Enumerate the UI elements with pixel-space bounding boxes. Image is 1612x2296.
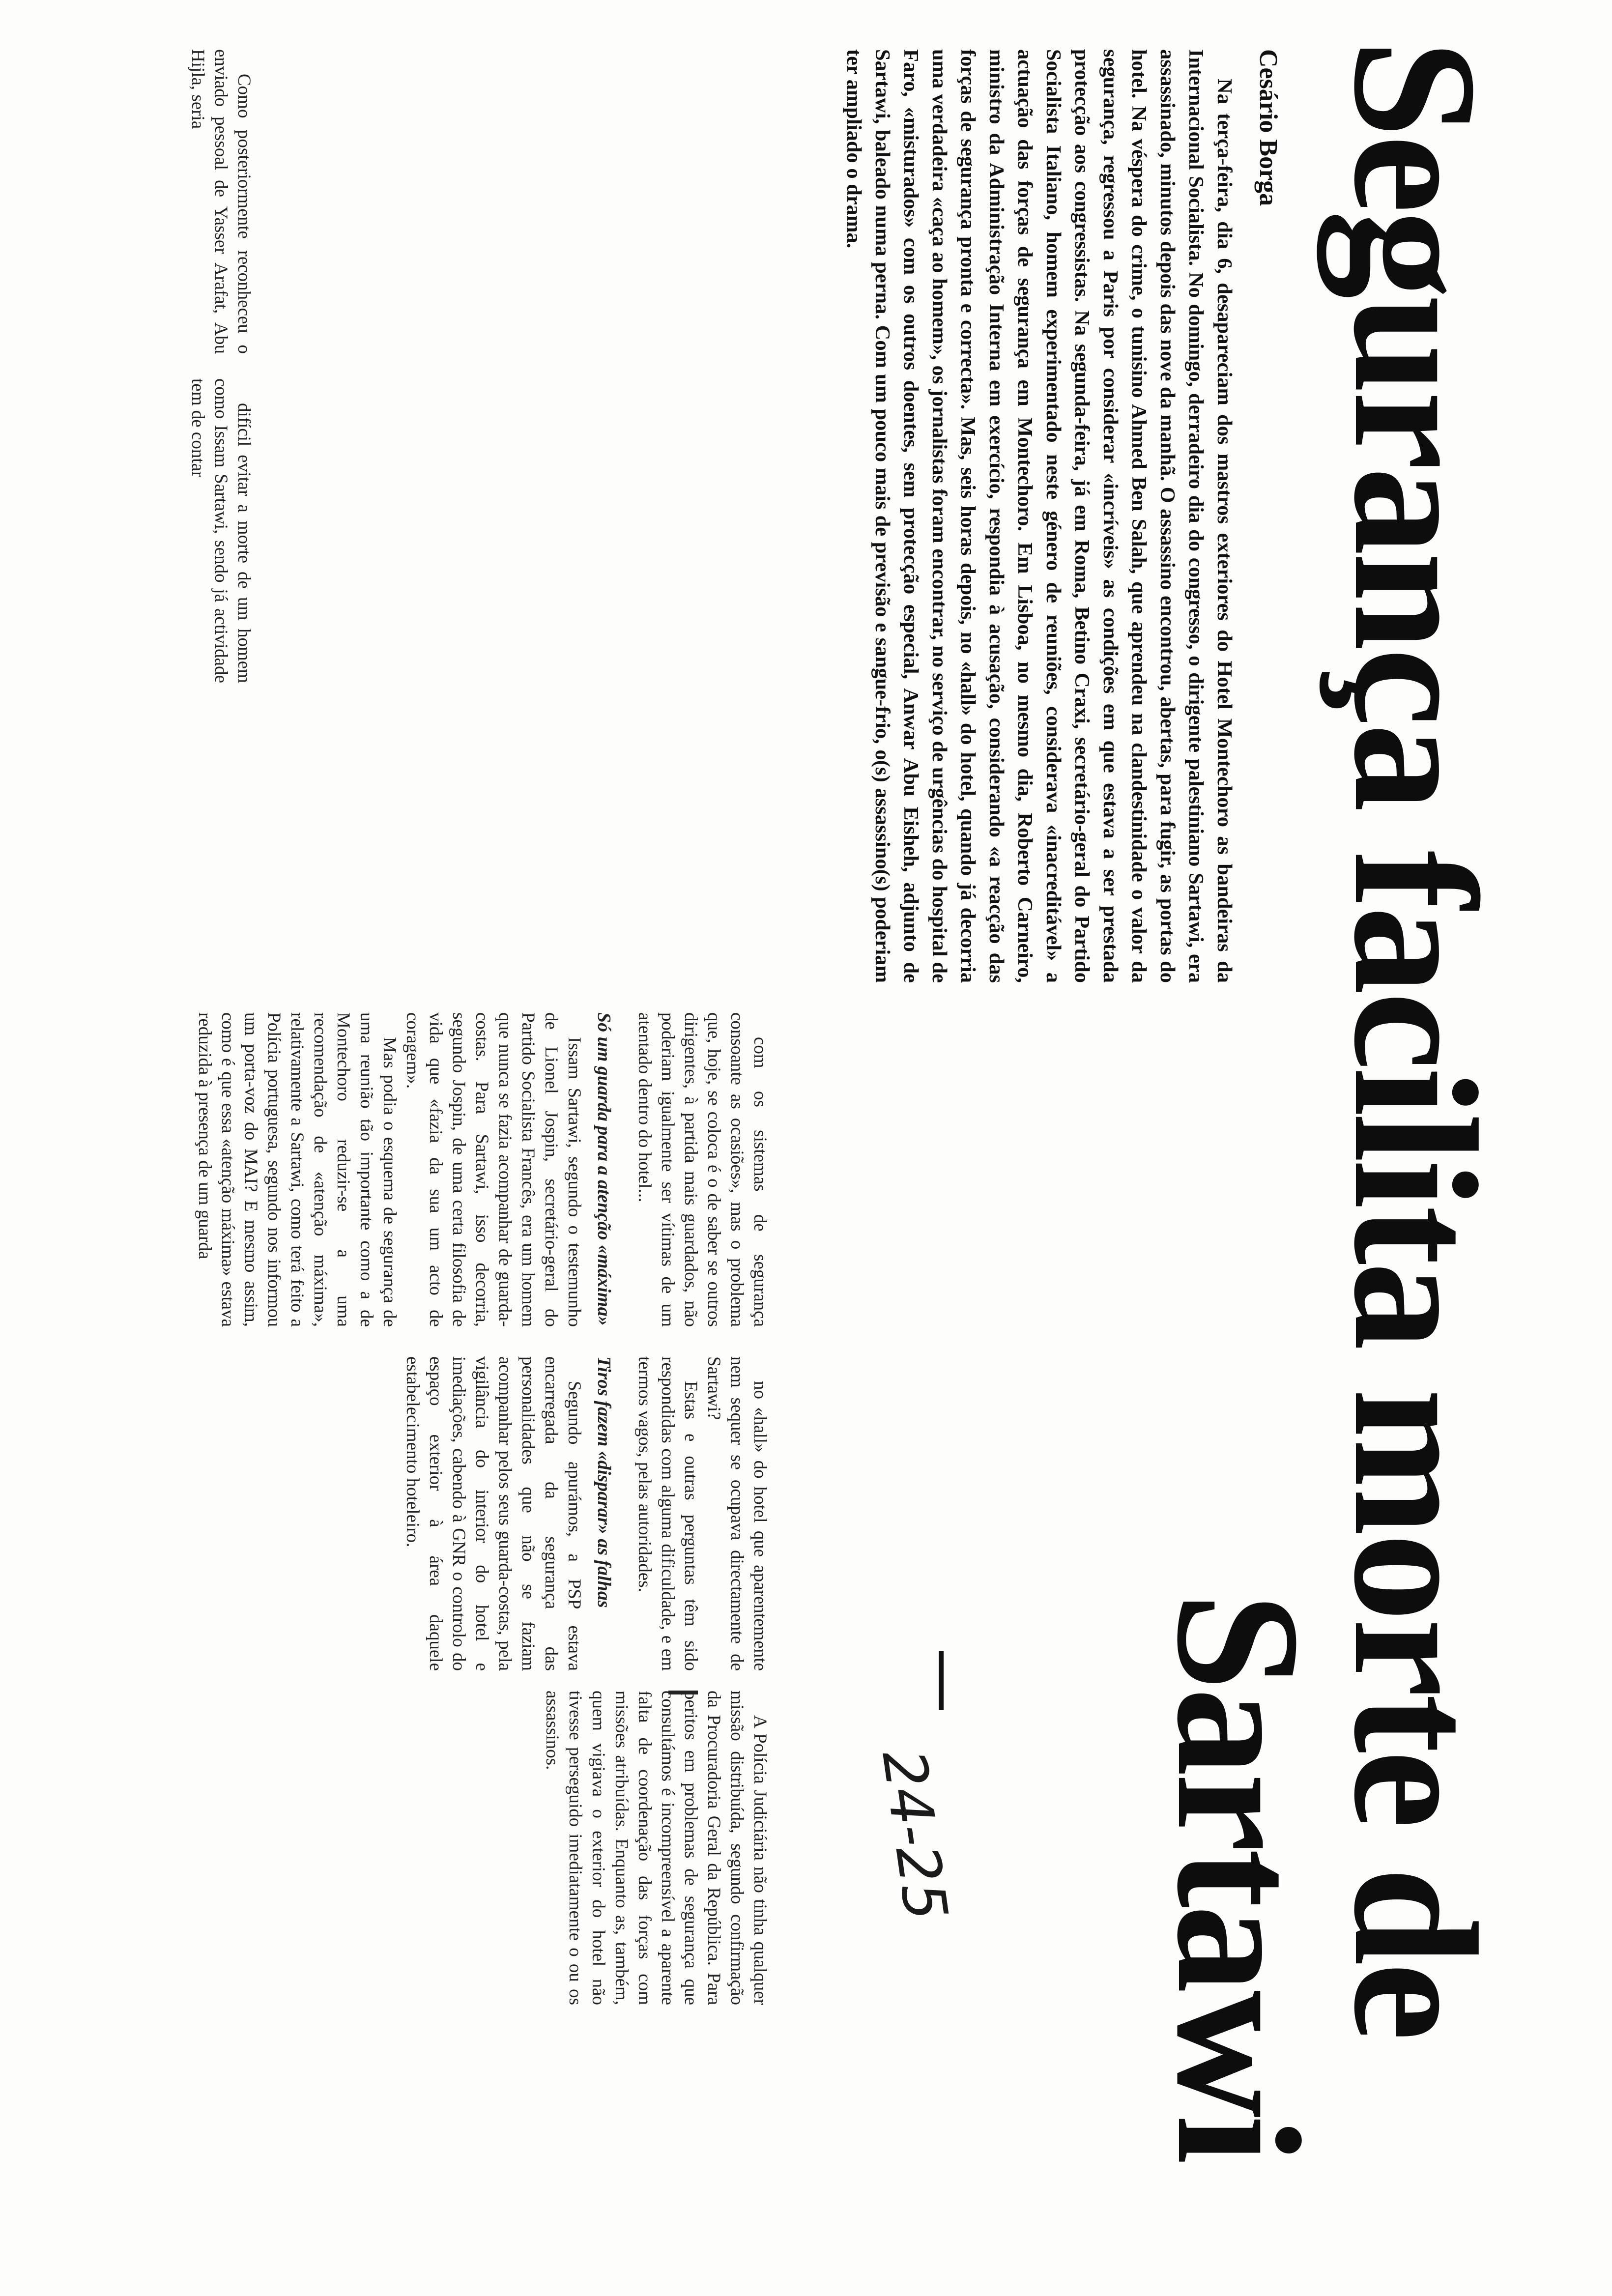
headline-name: Sartawi: [1141, 1592, 1337, 2161]
headline: Segurança facilita morte de: [1318, 39, 1514, 2038]
column-text: Como posteriormente reconheceu o enviado pessoal de Yasser Arafat, Abu Hijla, seria: [188, 49, 254, 354]
column-text: Mas podia o esquema de segurança de uma reunião tão importante como a de Montechoro reduzir-se a uma recomendação de «atenção máxima», relativamente a Sartawi, como terá feito a Polícia portuguesa, segundo nos informou um porta-voz do MAI? E mesmo assim, como é que essa «atenção máxima» estava reduzida à presença de um guarda: [195, 1012, 400, 1327]
column-2: [186, 378, 256, 683]
lead-text: Na terça-feira, dia 6, desapareciam dos mastros exteriores do Hotel Montechoro as bandeiras da Internacional Socialista. No domingo, derradeiro dia do congresso, o dirigente palestiniano Sartawi, era assassinado, minutos depois das nove da manhã. O assassino encontrou, abertas, para fugir, as portas do hotel. Na véspera do crime, o tunisino Ahmed Ben Salah, que aprendeu na clandestinidade o valor da segurança, regressou a Paris por considerar «incríveis» as condições em que estava a ser prestada protecção aos congressistas. Na segunda-feira, já em Roma, Betino Craxi, secretário-geral do Partido Socialista Italiano, homem experimentado neste género de reuniões, considerava «inacreditável» a actuação das forças de segurança em Montechoro. Em Lisboa, no mesmo dia, Roberto Carneiro, ministro da Administração Interna em exercício, respondia à acusação, considerando «a reacção das forças de segurança pronta e correcta». Mas, seis horas depois, no «hall» do hotel, quando já decorria uma verdadeira «caça ao homem», os jornalistas foram encontrar, no serviço de urgências do hospital de Faro, «misturados» com os outros doentes, sem protecção especial, Anwar Abu Eisheh, adjunto de Sartawi, baleado numa perna. Com um pouco mais de previsão e sangue-frio, o(s) assassino(s) poderiam ter ampliado o drama.: [842, 49, 1236, 983]
subheading: Só um guarda para a atenção «máxima»: [594, 1012, 614, 1326]
column-text: Estas e outras perguntas têm sido respondidas com alguma dificuldade, e em termos vagos, pelas autoridades.: [634, 1356, 701, 1671]
column-text: difícil evitar a morte de um homem como Issam Sartawi, sendo já actividade tem de contar: [188, 378, 254, 683]
column-text: no «hall» do hotel que aparentemente nem sequer se ocupava directamente de Sartawi?: [704, 1356, 770, 1671]
newspaper-clipping: [113, 39, 1514, 2202]
column-3: [193, 1012, 772, 1327]
column-text: Issam Sartawi, segundo o testemunho de Lionel Jospin, secretário-geral do Partido Socialista Francês, era um homem que nunca se fazia acompanhar de guarda-costas. Para Sartawi, isso decorria, segundo Jospin, de uma certa filosofia de vida que «fazia da sua um acto de coragem».: [403, 1012, 584, 1327]
column-1: [186, 49, 256, 354]
lead-paragraph: [839, 49, 1238, 983]
column-text: A Polícia Judiciária não tinha qualquer missão distribuída, segundo confirmação da Procuradoria Geral da República. Para peritos em problemas de segurança que consultámos é incompreensível a aparente falta de coordenação das forças com missões atribuídas. Enquanto as, também, quem vigiava o exterior do hotel não tivesse perseguido imediatamente o ou os assassinos.: [542, 1691, 770, 2005]
column-text: com os sistemas de segurança consoante as ocasiões», mas o problema que, hoje, se coloca é o de saber se outros dirigentes, à partida mais guardados, não poderiam igualmente ser vítimas de um atentado dentro do hotel...: [634, 1012, 770, 1327]
column-4: [401, 1356, 772, 1671]
column-text: Segundo apurámos, a PSP estava encarregada da segurança das personalidades que não se faziam acompanhar pelos seus guarda-costas, pela vigilância do interior do hotel e imediações, cabendo à GNR o controlo do espaço exterior à área daquele estabelecimento hoteleiro.: [403, 1356, 584, 1671]
handwritten-note: 24-25: [868, 1746, 960, 1925]
column-5: [541, 1691, 772, 2005]
byline: Cesário Borga: [1254, 49, 1282, 206]
ink-mark: [939, 1651, 944, 1710]
subheading: Tiros fazem «disparar» as falhas: [594, 1356, 614, 1608]
